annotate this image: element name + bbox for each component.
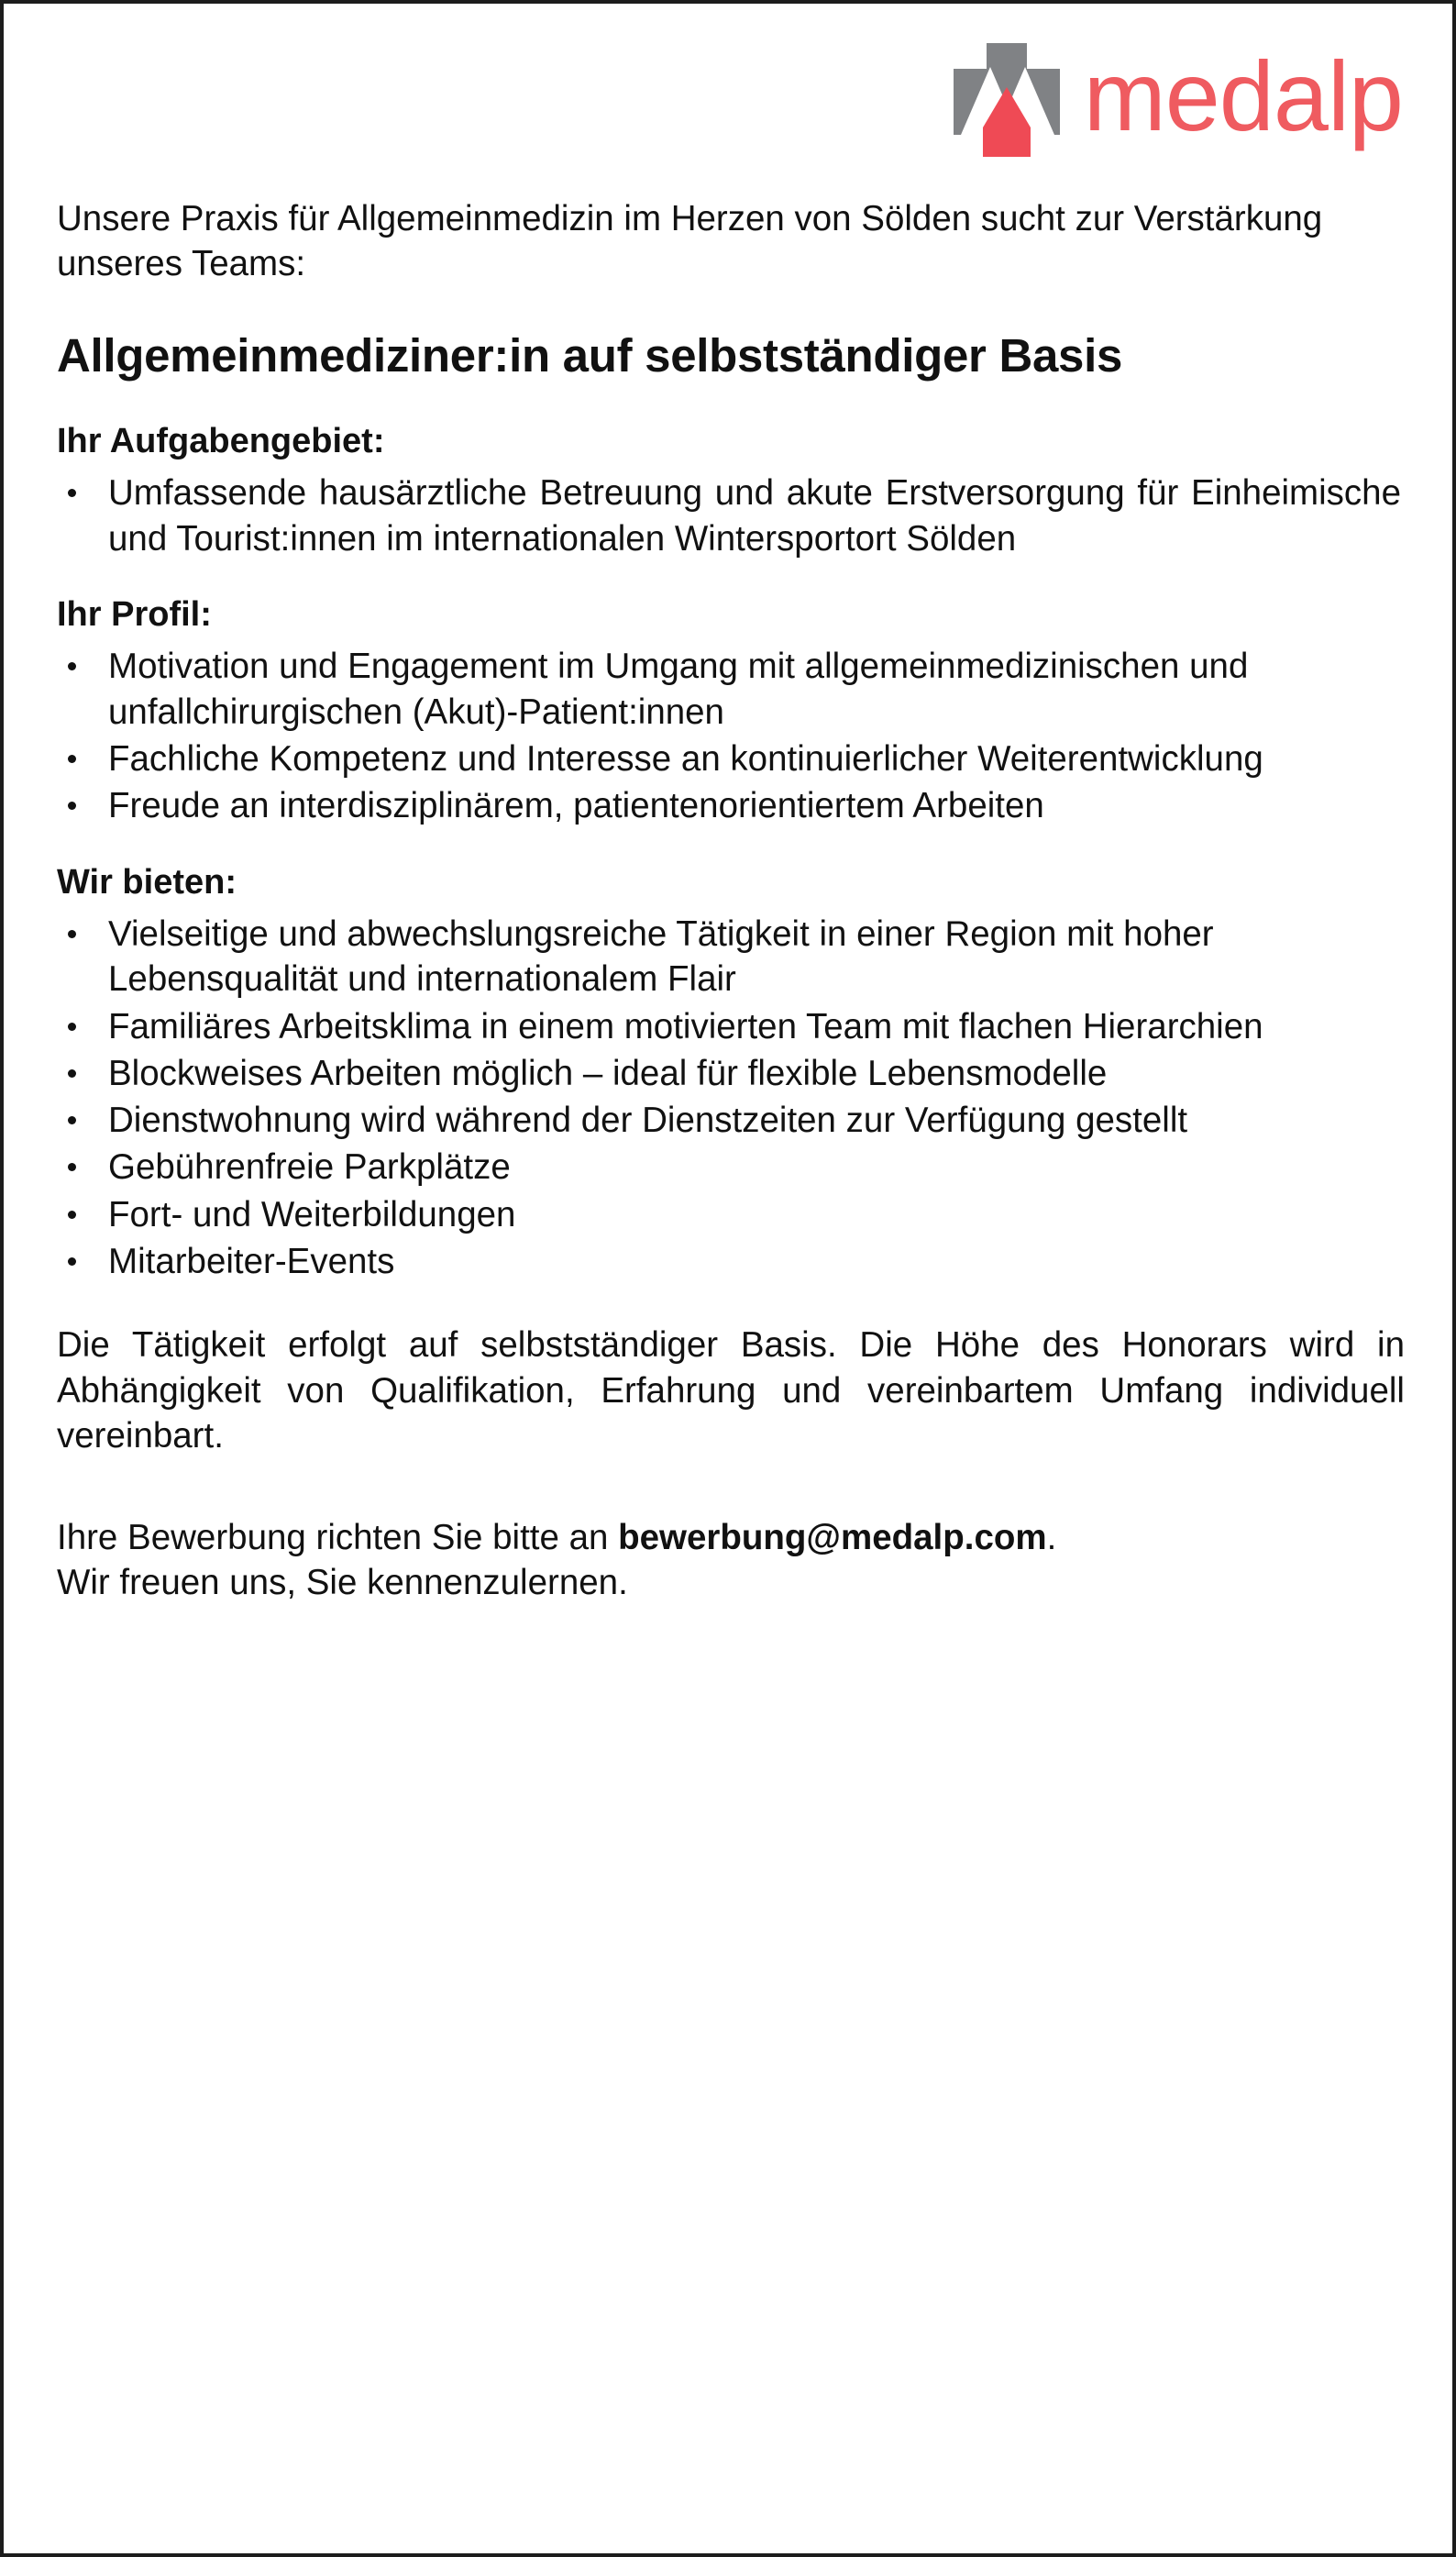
closing-block [57, 1323, 1405, 1458]
application-email[interactable]: bewerbung@medalp.com [618, 1518, 1047, 1558]
application-instruction [57, 1515, 1405, 1560]
bullet-list [57, 912, 1405, 1284]
medalp-logo [954, 39, 1403, 157]
bullet-list [57, 470, 1405, 561]
medalp-wordmark: medalp [1083, 39, 1403, 151]
list-item: Gebührenfreie Parkplätze [57, 1145, 1405, 1190]
advertisement-content [57, 196, 1405, 1606]
list-item: Blockweises Arbeiten möglich – ideal für flexible Lebensmodelle [57, 1051, 1405, 1096]
closing-greeting: Wir freuen uns, Sie kennenzulernen. [57, 1563, 628, 1603]
list-item: Fachliche Kompetenz und Interesse an kontinuierlicher Weiterentwicklung [57, 736, 1405, 781]
section-profil [57, 592, 1405, 829]
application-instruction-suffix: . [1046, 1518, 1057, 1558]
medalp-mountain-cross-icon [954, 43, 1060, 157]
section-heading: Ihr Aufgabengebiet: [57, 421, 385, 460]
list-item: Mitarbeiter-Events [57, 1239, 1405, 1284]
section-heading: Wir bieten: [57, 862, 237, 902]
list-item: Motivation und Engagement im Umgang mit allgemeinmedizinischen und unfallchirurgischen (Akut)-Patient:innen [57, 644, 1405, 735]
list-item: Familiäres Arbeitsklima in einem motivierten Team mit flachen Hierarchien [57, 1004, 1405, 1049]
section-wir-bieten [57, 860, 1405, 1285]
list-item: Umfassende hausärztliche Betreuung und akute Erstversorgung für Einheimische und Tourist:innen im internationalen Wintersportort Sölden [57, 470, 1405, 561]
section-aufgabengebiet [57, 419, 1405, 561]
contact-block [57, 1515, 1405, 1606]
intro-paragraph: Unsere Praxis für Allgemeinmedizin im Herzen von Sölden sucht zur Verstärkung unseres Teams: [57, 199, 1323, 284]
bullet-list [57, 644, 1405, 828]
page-header [57, 4, 1405, 196]
application-instruction-prefix: Ihre Bewerbung richten Sie bitte an [57, 1518, 619, 1558]
closing-paragraph: Die Tätigkeit erfolgt auf selbstständiger Basis. Die Höhe des Honorars wird in Abhängigkeit von Qualifikation, Erfahrung und vereinbartem Umfang individuell vereinbart. [57, 1325, 1405, 1456]
list-item: Freude an interdisziplinärem, patientenorientiertem Arbeiten [57, 783, 1405, 828]
job-title: Allgemeinmediziner:in auf selbstständiger Basis [57, 328, 1123, 382]
list-item: Dienstwohnung wird während der Dienstzeiten zur Verfügung gestellt [57, 1098, 1405, 1143]
list-item: Vielseitige und abwechslungsreiche Tätigkeit in einer Region mit hoher Lebensqualität und internationalem Flair [57, 912, 1405, 1002]
list-item: Fort- und Weiterbildungen [57, 1192, 1405, 1237]
section-heading: Ihr Profil: [57, 594, 212, 634]
